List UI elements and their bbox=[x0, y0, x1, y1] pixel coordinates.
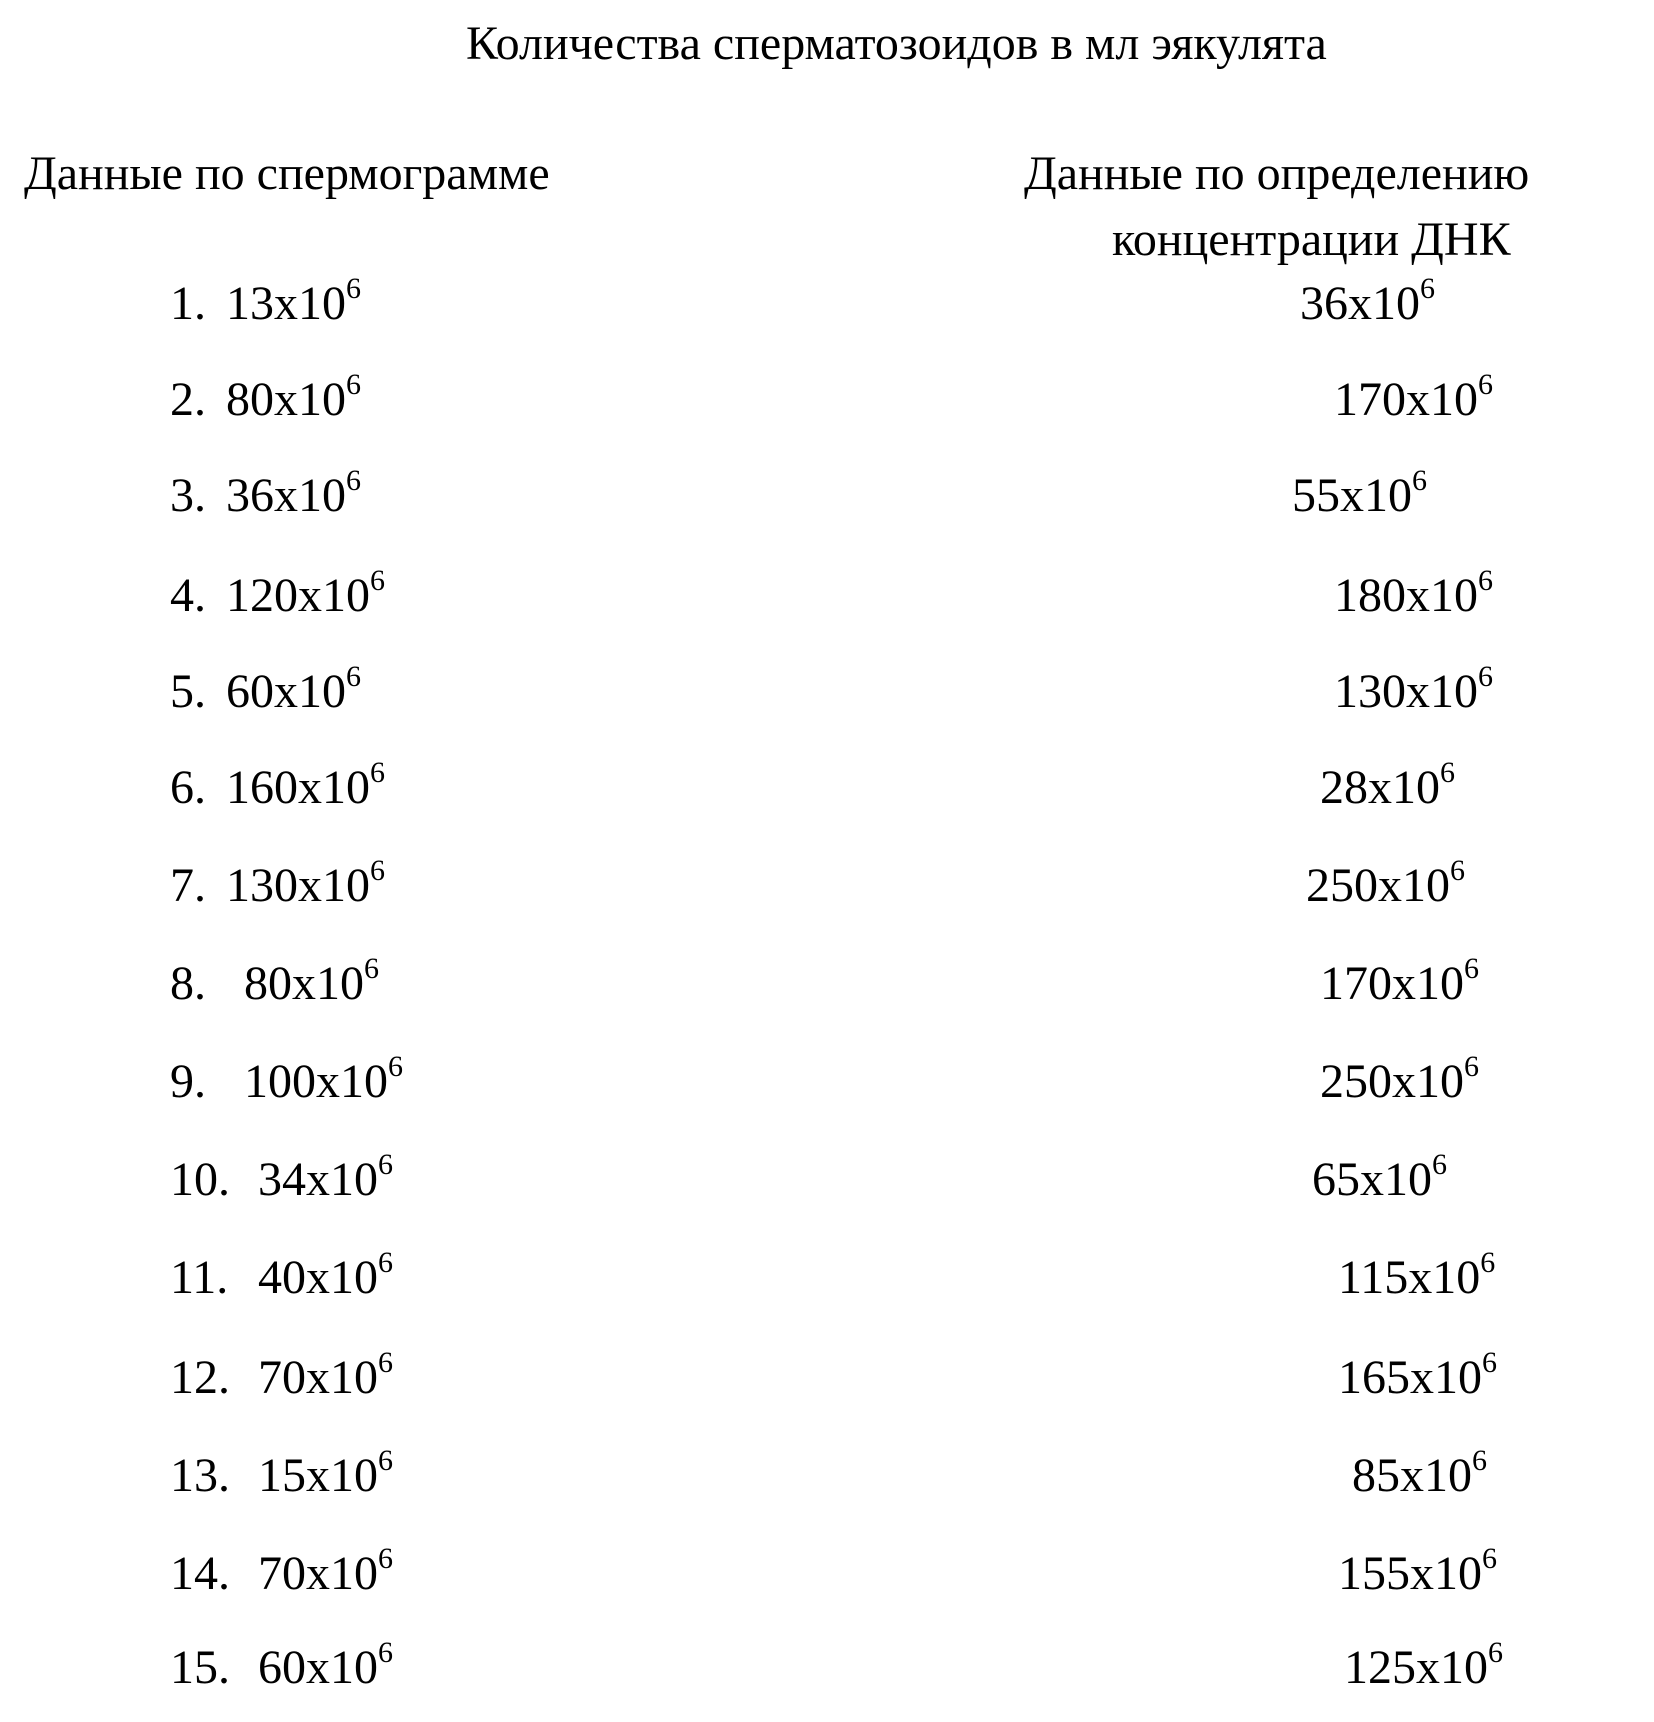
row-number: 7. bbox=[170, 859, 206, 912]
spermogram-value: $60x10^6$ bbox=[258, 1636, 393, 1694]
dna-value: $28x10^6$ bbox=[1320, 756, 1455, 814]
spermogram-value: $80x10^6$ bbox=[226, 368, 361, 426]
row-number: 13. bbox=[170, 1449, 230, 1502]
dna-value: $250x10^6$ bbox=[1320, 1050, 1479, 1108]
spermogram-value: $15x10^6$ bbox=[258, 1444, 393, 1502]
dna-value: $170x10^6$ bbox=[1334, 368, 1493, 426]
table-row bbox=[0, 1542, 1654, 1616]
spermogram-value: $70x10^6$ bbox=[258, 1346, 393, 1404]
spermogram-value: $130x10^6$ bbox=[226, 854, 385, 912]
table-row bbox=[0, 368, 1654, 442]
row-number: 4. bbox=[170, 569, 206, 622]
row-number: 5. bbox=[170, 665, 206, 718]
dna-value: $165x10^6$ bbox=[1338, 1346, 1497, 1404]
spermogram-value: $80x10^6$ bbox=[244, 952, 379, 1010]
table-row bbox=[0, 1444, 1654, 1518]
row-number: 14. bbox=[170, 1547, 230, 1600]
page-title: Количества сперматозоидов в мл эякулята bbox=[466, 17, 1327, 70]
spermogram-value: $34x10^6$ bbox=[258, 1148, 393, 1206]
spermogram-value: $60x10^6$ bbox=[226, 660, 361, 718]
column-header-spermogram: Данные по спермограмме bbox=[24, 147, 550, 200]
row-number: 8. bbox=[170, 957, 206, 1010]
dna-value: $180x10^6$ bbox=[1334, 564, 1493, 622]
dna-value: $65x10^6$ bbox=[1312, 1148, 1447, 1206]
dna-value: $130x10^6$ bbox=[1334, 660, 1493, 718]
spermogram-value: $120x10^6$ bbox=[226, 564, 385, 622]
dna-value: $170x10^6$ bbox=[1320, 952, 1479, 1010]
row-number: 10. bbox=[170, 1153, 230, 1206]
table-row bbox=[0, 1148, 1654, 1222]
column-header-dna-line1: Данные по определению bbox=[1024, 147, 1530, 200]
spermogram-value: $13x10^6$ bbox=[226, 272, 361, 330]
spermogram-value: $160x10^6$ bbox=[226, 756, 385, 814]
table-row bbox=[0, 1346, 1654, 1420]
table-row bbox=[0, 1636, 1654, 1710]
spermogram-value: $70x10^6$ bbox=[258, 1542, 393, 1600]
spermogram-value: $100x10^6$ bbox=[244, 1050, 403, 1108]
row-number: 12. bbox=[170, 1351, 230, 1404]
column-header-dna-line2: концентрации ДНК bbox=[1112, 213, 1511, 266]
table-row bbox=[0, 272, 1654, 346]
dna-value: $125x10^6$ bbox=[1344, 1636, 1503, 1694]
table-row bbox=[0, 854, 1654, 928]
table-row bbox=[0, 952, 1654, 1026]
table-row bbox=[0, 564, 1654, 638]
table-row bbox=[0, 1246, 1654, 1320]
table-row bbox=[0, 756, 1654, 830]
dna-value: $155x10^6$ bbox=[1338, 1542, 1497, 1600]
row-number: 9. bbox=[170, 1055, 206, 1108]
table-row bbox=[0, 1050, 1654, 1124]
spermogram-value: $40x10^6$ bbox=[258, 1246, 393, 1304]
row-number: 11. bbox=[170, 1251, 229, 1304]
dna-value: $250x10^6$ bbox=[1306, 854, 1465, 912]
dna-value: $36x10^6$ bbox=[1300, 272, 1435, 330]
spermogram-value: $36x10^6$ bbox=[226, 464, 361, 522]
row-number: 2. bbox=[170, 373, 206, 426]
dna-value: $115x10^6$ bbox=[1338, 1246, 1496, 1304]
row-number: 6. bbox=[170, 761, 206, 814]
dna-value: $85x10^6$ bbox=[1352, 1444, 1487, 1502]
dna-value: $55x10^6$ bbox=[1292, 464, 1427, 522]
row-number: 15. bbox=[170, 1641, 230, 1694]
row-number: 1. bbox=[170, 277, 206, 330]
table-row bbox=[0, 464, 1654, 538]
row-number: 3. bbox=[170, 469, 206, 522]
table-row bbox=[0, 660, 1654, 734]
